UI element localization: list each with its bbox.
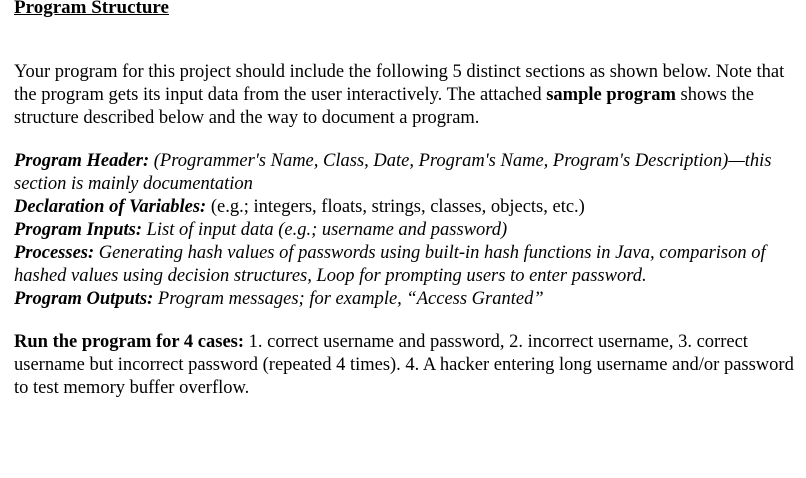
section-label: Program Header: xyxy=(14,151,150,171)
intro-text-start: Your program for this project should include the following 5 distinct sections as shown below. Note that the program gets its input data from the user interactively. The attached xyxy=(14,62,785,105)
page-title: Program Structure xyxy=(14,0,169,18)
run-cases-text: 1. correct username and password, 2. incorrect username, 3. correct username but incorrect password (repeated 4 times). 4. A hacker entering long username and/or password to test memory buffer overflow. xyxy=(14,332,794,398)
section-description: List of input data (e.g.; username and password) xyxy=(142,220,508,240)
section-description: (Programmer's Name, Class, Date, Program's Name, Program's Description)—this section is mainly documentation xyxy=(14,151,772,194)
sections-list xyxy=(14,150,794,311)
section-label: Declaration of Variables: xyxy=(14,197,207,217)
section-label: Program Outputs: xyxy=(14,289,154,309)
intro-text-end: shows the structure described below and the way to document a program. xyxy=(14,85,755,128)
section-label: Processes: xyxy=(14,243,95,263)
section-description: Program messages; for example, “Access Granted” xyxy=(153,289,544,309)
section-program-inputs xyxy=(14,219,794,242)
section-program-header xyxy=(14,150,794,196)
section-declaration-of-variables xyxy=(14,196,794,219)
section-description: (e.g.; integers, floats, strings, classes, objects, etc.) xyxy=(206,197,585,217)
section-description: Generating hash values of passwords using built-in hash functions in Java, comparison of hashed values using decision structures, Loop for prompting users to enter password. xyxy=(14,243,766,286)
section-program-outputs xyxy=(14,288,794,311)
section-label: Program Inputs: xyxy=(14,220,142,240)
intro-paragraph xyxy=(14,61,794,130)
run-cases-paragraph xyxy=(14,331,794,400)
run-cases-label: Run the program for 4 cases: xyxy=(14,332,245,352)
section-processes xyxy=(14,242,794,288)
intro-bold-sample-program: sample program xyxy=(546,85,676,105)
